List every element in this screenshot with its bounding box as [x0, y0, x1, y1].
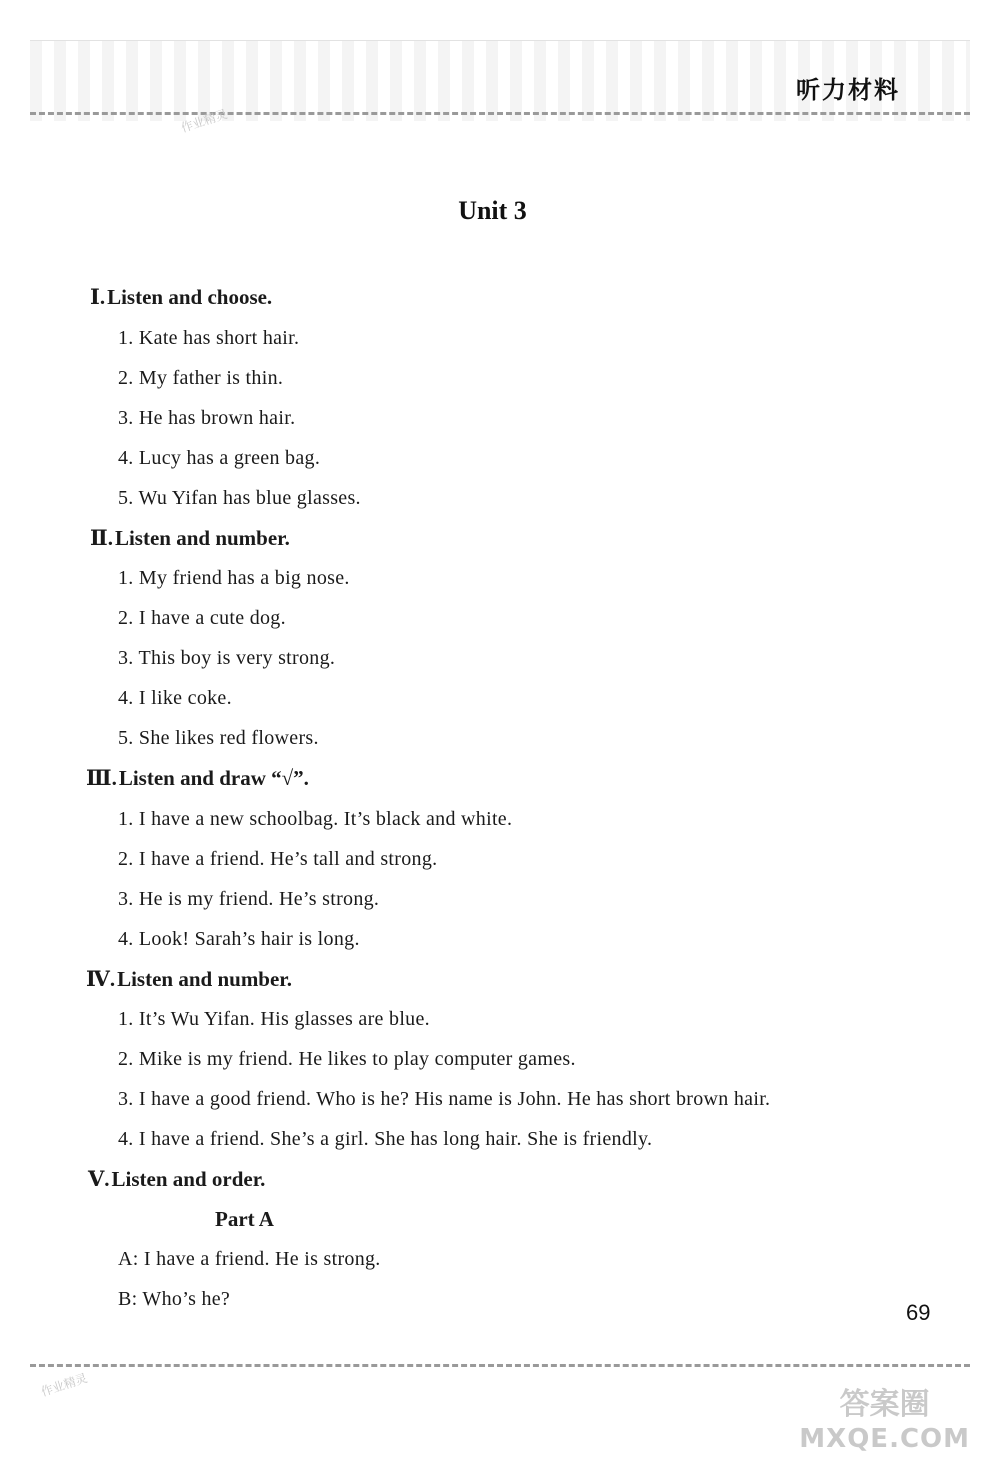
list-item: 5. Wu Yifan has blue glasses. — [118, 487, 361, 509]
list-item: 4. Lucy has a green bag. — [118, 447, 321, 469]
section-4-heading: Ⅳ.Listen and number. — [86, 967, 292, 991]
part-label: Part A — [215, 1207, 274, 1231]
list-item: 4. I like coke. — [118, 687, 232, 709]
footer-divider — [30, 1364, 970, 1367]
list-item: 3. He has brown hair. — [118, 407, 296, 429]
list-item: 1. Kate has short hair. — [118, 327, 300, 349]
dialogue-line: A: I have a friend. He is strong. — [118, 1248, 381, 1270]
list-item: 2. I have a friend. He’s tall and strong. — [118, 848, 438, 870]
header-title: 听力材料 — [796, 76, 900, 104]
page-number: 69 — [906, 1300, 931, 1325]
site-watermark — [799, 1388, 970, 1456]
section-5-heading: Ⅴ.Listen and order. — [88, 1167, 266, 1191]
list-item: 4. Look! Sarah’s hair is long. — [118, 928, 360, 950]
list-item: 1. I have a new schoolbag. It’s black and white. — [118, 808, 513, 830]
watermark-logo: 答案圈 — [839, 1387, 930, 1422]
unit-title: Unit 3 — [458, 196, 527, 225]
dialogue-line: B: Who’s he? — [118, 1288, 231, 1310]
watermark-url: MXQE.COM — [799, 1424, 970, 1454]
corner-watermark-top: 作业精灵 — [179, 106, 230, 136]
section-1-heading: Ⅰ.Listen and choose. — [90, 285, 273, 309]
list-item: 3. I have a good friend. Who is he? His name is John. He has short brown hair. — [118, 1088, 771, 1110]
list-item: 3. He is my friend. He’s strong. — [118, 888, 380, 910]
list-item: 1. It’s Wu Yifan. His glasses are blue. — [118, 1008, 430, 1030]
list-item: 1. My friend has a big nose. — [118, 567, 350, 589]
header-divider — [30, 112, 970, 115]
list-item: 2. I have a cute dog. — [118, 607, 286, 629]
section-2-heading: Ⅱ.Listen and number. — [90, 526, 290, 550]
list-item: 3. This boy is very strong. — [118, 647, 336, 669]
list-item: 4. I have a friend. She’s a girl. She has long hair. She is friendly. — [118, 1128, 653, 1150]
list-item: 5. She likes red flowers. — [118, 727, 319, 749]
list-item: 2. Mike is my friend. He likes to play computer games. — [118, 1048, 576, 1070]
section-3-heading: Ⅲ.Listen and draw “√”. — [86, 766, 309, 790]
corner-watermark-bottom: 作业精灵 — [39, 1370, 90, 1400]
list-item: 2. My father is thin. — [118, 367, 284, 389]
